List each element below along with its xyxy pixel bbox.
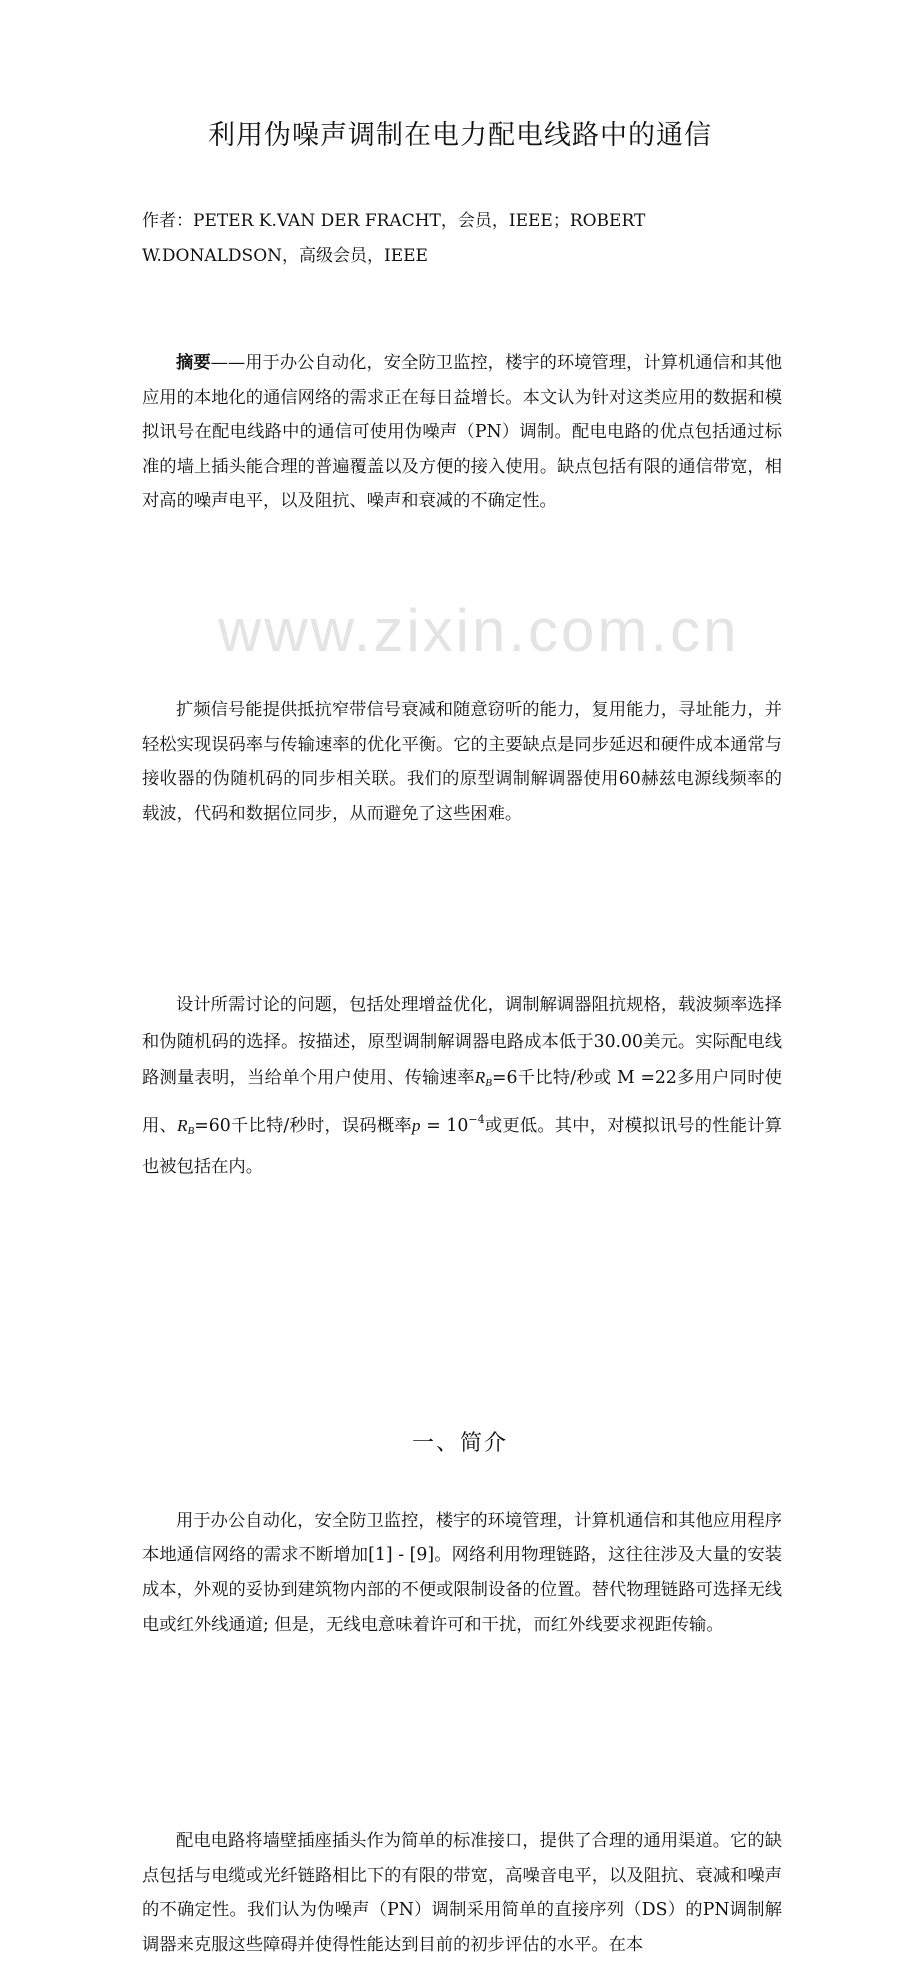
document-title: 利用伪噪声调制在电力配电线路中的通信 [208,120,712,151]
section-heading-intro: 一、简介 [411,1430,508,1456]
abstract-paragraph-3 [142,987,782,1186]
abstract-label: 摘要 [176,353,211,373]
abstract-text: ——用于办公自动化，安全防卫监控，楼宇的环境管理，计算机通信和其他应用的本地化的通信网络的需求正在每日益增长。本文认为针对这类应用的数据和模拟讯号在配电线路中的通信可使用伪噪声（PN）调制。配电电路的优点包括通过标准的墙上插头能合理的普遍覆盖以及方便的接入使用。缺点包括有限的通信带宽，相对高的噪声电平，以及阻抗、噪声和衰减的不确定性。 [142,353,782,512]
rb-symbol-2: $R_B$ [176,1115,195,1137]
abstract-paragraph [142,346,782,519]
para3-text-b: =6千比特/秒或 M =22多用户同时使用、 [142,1068,782,1136]
error-probability-expr: $p = 10^{-4}$ [411,1112,485,1136]
para3-text-a: 设计所需讨论的问题，包括处理增益优化，调制解调器阻抗规格，载波频率选择和伪随机码的选择。按描述，原型调制解调器电路成本低于30.00美元。实际配电线路测量表明，当给单个用户使用、传输速率 [142,995,782,1089]
intro-paragraph-1: 用于办公自动化，安全防卫监控，楼宇的环境管理，计算机通信和其他应用程序本地通信网络的需求不断增加[1] - [9]。网络利用物理链路，这往往涉及大量的安装成本，外观的妥协到建筑物内部的不便或限制设备的位置。替代物理链路可选择无线电或红外线通道; 但是，无线电意味着许可和干扰，而红外线要求视距传输。 [142,1510,782,1635]
author-line: 作者：PETER K.VAN DER FRACHT，会员，IEEE；ROBERT W.DONALDSON，高级会员，IEEE [142,211,646,266]
para3-text-d: 或更低。其中，对模拟讯号的性能计算也被包括在内。 [142,1115,782,1178]
watermark: www.zixin.com.cn [218,597,740,664]
abstract-paragraph-2: 扩频信号能提供抵抗窄带信号衰减和随意窃听的能力，复用能力，寻址能力，并轻松实现误码率与传输速率的优化平衡。它的主要缺点是同步延迟和硬件成本通常与接收器的伪随机码的同步相关联。我们的原型调制解调器使用60赫兹电源线频率的载波，代码和数据位同步，从而避免了这些困难。 [142,699,782,824]
intro-paragraph-2: 配电电路将墙壁插座插头作为简单的标准接口，提供了合理的通用渠道。它的缺点包括与电缆或光纤链路相比下的有限的带宽，高噪音电平，以及阻抗、衰减和噪声的不确定性。我们认为伪噪声（PN）调制采用简单的直接序列（DS）的PN调制解调器来克服这些障碍并使得性能达到目前的初步评估的水平。在本 [142,1831,782,1955]
rb-symbol: $R_B$ [474,1068,492,1090]
para3-text-c: =60千比特/秒时，误码概率 [194,1115,412,1136]
